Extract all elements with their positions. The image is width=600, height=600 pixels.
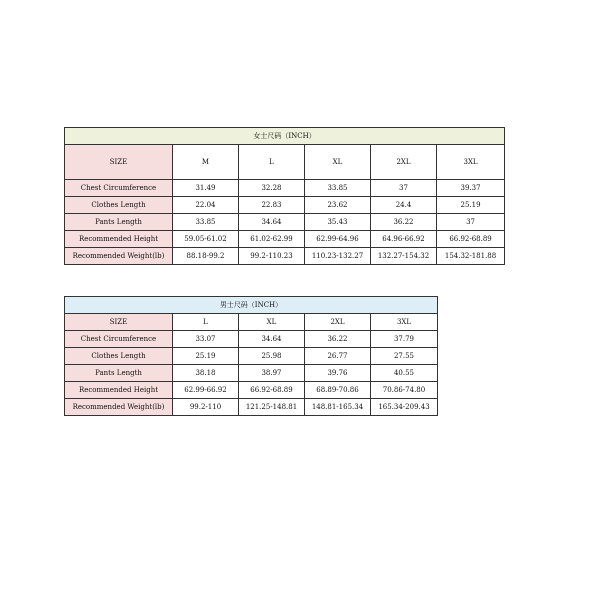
table-row [65,248,505,265]
value-cell: 61.02-62.99 [239,231,305,248]
value-cell: 110.23-132.27 [305,248,371,265]
value-cell: 22.04 [173,197,239,214]
value-cell: 25.19 [173,348,239,365]
value-cell: 32.28 [239,180,305,197]
value-cell: 39.76 [305,365,371,382]
row-label: Recommended Weight(lb) [65,248,173,265]
value-cell: 33.85 [173,214,239,231]
row-label: Pants Length [65,214,173,231]
value-cell: 27.55 [371,348,438,365]
value-cell: 33.85 [305,180,371,197]
women-table-title: 女士尺码（INCH） [65,128,505,145]
value-cell: 38.97 [239,365,305,382]
women-size-table [64,127,505,265]
value-cell: 88.18-99.2 [173,248,239,265]
value-cell: 62.99-66.92 [173,382,239,399]
value-cell: 40.55 [371,365,438,382]
size-cell: L [239,145,305,180]
row-label: Chest Circumference [65,331,173,348]
value-cell: 121.25-148.81 [239,399,305,416]
table-row [65,365,438,382]
size-header: SIZE [65,145,173,180]
row-label: Clothes Length [65,348,173,365]
value-cell: 59.05-61.02 [173,231,239,248]
size-header: SIZE [65,314,173,331]
value-cell: 23.62 [305,197,371,214]
value-cell: 66.92-68.89 [437,231,505,248]
size-cell: 3XL [437,145,505,180]
value-cell: 39.37 [437,180,505,197]
table-row [65,214,505,231]
value-cell: 34.64 [239,331,305,348]
value-cell: 24.4 [371,197,437,214]
table-row [65,348,438,365]
row-label: Clothes Length [65,197,173,214]
table-row [65,331,438,348]
value-cell: 132.27-154.32 [371,248,437,265]
size-cell: 2XL [305,314,371,331]
table-row [65,197,505,214]
size-cell: L [173,314,239,331]
value-cell: 68.89-70.86 [305,382,371,399]
row-label: Chest Circumference [65,180,173,197]
value-cell: 25.19 [437,197,505,214]
value-cell: 26.77 [305,348,371,365]
value-cell: 38.18 [173,365,239,382]
value-cell: 36.22 [371,214,437,231]
value-cell: 99.2-110.23 [239,248,305,265]
size-cell: M [173,145,239,180]
value-cell: 154.32-181.88 [437,248,505,265]
size-cell: 2XL [371,145,437,180]
value-cell: 148.81-165.34 [305,399,371,416]
men-size-table [64,296,438,416]
table-row [65,399,438,416]
row-label: Pants Length [65,365,173,382]
size-cell: XL [239,314,305,331]
size-row [65,145,505,180]
value-cell: 35.43 [305,214,371,231]
value-cell: 99.2-110 [173,399,239,416]
row-label: Recommended Weight(lb) [65,399,173,416]
value-cell: 36.22 [305,331,371,348]
value-cell: 34.64 [239,214,305,231]
value-cell: 66.92-68.89 [239,382,305,399]
size-row [65,314,438,331]
table-row [65,180,505,197]
value-cell: 22.83 [239,197,305,214]
value-cell: 25.98 [239,348,305,365]
table-row [65,231,505,248]
value-cell: 62.99-64.96 [305,231,371,248]
size-cell: XL [305,145,371,180]
value-cell: 37 [371,180,437,197]
row-label: Recommended Height [65,382,173,399]
size-cell: 3XL [371,314,438,331]
value-cell: 64.96-66.92 [371,231,437,248]
value-cell: 165.34-209.43 [371,399,438,416]
value-cell: 37 [437,214,505,231]
value-cell: 33.07 [173,331,239,348]
value-cell: 70.86-74.80 [371,382,438,399]
value-cell: 37.79 [371,331,438,348]
row-label: Recommended Height [65,231,173,248]
men-table-title: 男士尺码（INCH） [65,297,438,314]
table-row [65,382,438,399]
value-cell: 31.49 [173,180,239,197]
